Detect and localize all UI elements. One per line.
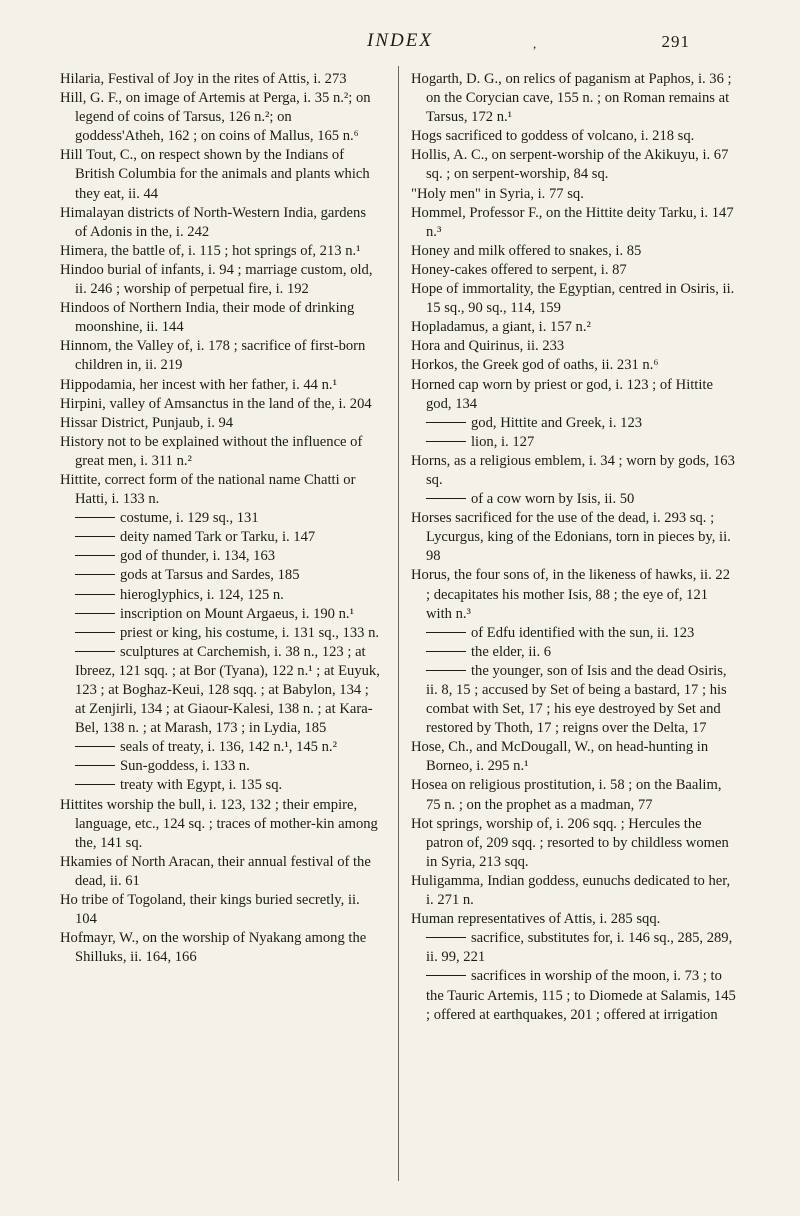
index-entry (411, 356, 737, 375)
index-subentry (411, 967, 737, 1024)
index-entry (60, 796, 380, 853)
entry-text: Honey and milk offered to snakes, i. 85 (411, 242, 642, 259)
entry-text: Horses sacrificed for the use of the dead, i. 293 sq. ; Lycurgus, king of the Edonians, torn in pieces by, ii. 98 (411, 510, 731, 565)
repeat-dash (426, 937, 466, 938)
repeat-dash (75, 765, 115, 766)
index-subentry (411, 624, 737, 643)
index-subentry (411, 662, 737, 738)
entry-text: Hommel, Professor F., on the Hittite deity Tarku, i. 147 n.³ (411, 204, 734, 240)
index-subentry (60, 624, 380, 643)
entry-text: deity named Tark or Tarku, i. 147 (120, 529, 316, 546)
index-subentry (60, 643, 380, 738)
index-entry (60, 337, 380, 375)
repeat-dash (426, 422, 466, 423)
repeat-dash (426, 441, 466, 442)
entry-text: Hinnom, the Valley of, i. 178 ; sacrifice of first-born children in, ii. 219 (60, 338, 366, 374)
index-entry (411, 872, 737, 910)
index-entry (60, 853, 380, 891)
index-entry (60, 414, 380, 433)
entry-text: Hose, Ch., and McDougall, W., on head-hunting in Borneo, i. 295 n.¹ (411, 739, 709, 775)
entry-text: costume, i. 129 sq., 131 (120, 510, 259, 527)
entry-text: Hissar District, Punjaub, i. 94 (60, 414, 234, 431)
entry-text: Hkamies of North Aracan, their annual festival of the dead, ii. 61 (60, 853, 371, 889)
index-entry (411, 815, 737, 872)
repeat-dash (75, 574, 115, 575)
repeat-dash (75, 594, 115, 595)
index-entry (411, 185, 737, 204)
index-entry (60, 242, 380, 261)
entry-text: inscription on Mount Argaeus, i. 190 n.¹ (120, 605, 354, 622)
entry-text: Human representatives of Attis, i. 285 sqq. (411, 911, 661, 928)
repeat-dash (426, 975, 466, 976)
index-entry (411, 146, 737, 184)
entry-text: gods at Tarsus and Sardes, 185 (120, 567, 300, 584)
index-entry (60, 376, 380, 395)
entry-text: priest or king, his costume, i. 131 sq., 133 n. (120, 624, 380, 641)
index-entry (60, 433, 380, 471)
entry-text: Hill, G. F., on image of Artemis at Perga, i. 35 n.²; on legend of coins of Tarsus, 126 n.²; on goddess'Atheh, 162 ; on coins of Mallus, 165 n.⁶ (60, 90, 371, 145)
entry-text: Horus, the four sons of, in the likeness of hawks, ii. 22 ; decapitates his mother Isis, 88 ; the eye of, 121 with n.³ (411, 567, 730, 622)
entry-text: god, Hittite and Greek, i. 123 (471, 414, 643, 431)
entry-text: Hopladamus, a giant, i. 157 n.² (411, 319, 591, 336)
index-entry (411, 376, 737, 414)
index-subentry (411, 490, 737, 509)
entry-text: History not to be explained without the influence of great men, i. 311 n.² (60, 433, 363, 469)
entry-text: Horkos, the Greek god of oaths, ii. 231 n.⁶ (411, 357, 659, 374)
repeat-dash (75, 632, 115, 633)
entry-text: "Holy men" in Syria, i. 77 sq. (411, 185, 584, 202)
index-subentry (60, 566, 380, 585)
index-entry (411, 738, 737, 776)
repeat-dash (75, 613, 115, 614)
entry-text: Himalayan districts of North-Western India, gardens of Adonis in the, i. 242 (60, 204, 367, 240)
index-entry (60, 891, 380, 929)
index-subentry (60, 605, 380, 624)
index-entry (60, 204, 380, 242)
index-subentry (60, 776, 380, 795)
entry-text: Sun-goddess, i. 133 n. (120, 758, 250, 775)
repeat-dash (75, 784, 115, 785)
index-subentry (60, 757, 380, 776)
entry-text: of Edfu identified with the sun, ii. 123 (471, 624, 695, 641)
index-subentry (411, 433, 737, 452)
entry-text: Hora and Quirinus, ii. 233 (411, 338, 565, 355)
entry-text: Horned cap worn by priest or god, i. 123 ; of Hittite god, 134 (411, 376, 713, 412)
stray-mark: , (533, 36, 538, 51)
entry-text: Hogs sacrificed to goddess of volcano, i. 218 sq. (411, 128, 695, 145)
entry-text: Hope of immortality, the Egyptian, centred in Osiris, ii. 15 sq., 90 sq., 114, 159 (411, 281, 735, 317)
index-entry (60, 929, 380, 967)
index-entry (411, 452, 737, 490)
entry-text: sacrifice, substitutes for, i. 146 sq., 285, 289, ii. 99, 221 (426, 930, 733, 966)
entry-text: Hittite, correct form of the national name Chatti or Hatti, i. 133 n. (60, 471, 356, 508)
index-entry (60, 146, 380, 203)
entry-text: sculptures at Carchemish, i. 38 n., 123 ; at Ibreez, 121 sqq. ; at Bor (Tyana), 122 n.¹ ; at Euyuk, 123 ; at Boghaz-Keui, 128 sqq. ; at Babylon, 134 ; at Zenjirli, 134 ; at Giaour-Kalesi, 138 n. ; at Kara-Bel, 138 n. ; at Marash, 173 ; in Lydia, 185 (75, 643, 380, 737)
entry-text: Hippodamia, her incest with her father, i. 44 n.¹ (60, 376, 337, 393)
entry-text: of a cow worn by Isis, ii. 50 (471, 491, 635, 508)
index-subentry (411, 929, 737, 967)
entry-text: Hollis, A. C., on serpent-worship of the Akikuyu, i. 67 sq. ; on serpent-worship, 84 sq. (411, 147, 729, 183)
entry-text: Hindoos of Northern India, their mode of drinking moonshine, ii. 144 (60, 300, 355, 336)
entry-text: treaty with Egypt, i. 135 sq. (120, 777, 283, 794)
entry-text: Ho tribe of Togoland, their kings buried secretly, ii. 104 (60, 892, 360, 928)
repeat-dash (426, 632, 466, 633)
index-subentry (60, 586, 380, 605)
index-entry (60, 395, 380, 414)
index-entry (411, 261, 737, 280)
entry-text: Hill Tout, C., on respect shown by the Indians of British Columbia for the animals and plants which they eat, ii. 44 (60, 147, 370, 202)
entry-text: Hindoo burial of infants, i. 94 ; marriage custom, old, ii. 246 ; worship of perpetual fire, i. 192 (60, 261, 373, 298)
entry-text: Horns, as a religious emblem, i. 34 ; worn by gods, 163 sq. (411, 452, 735, 488)
page-number: 291 (661, 32, 690, 51)
repeat-dash (426, 498, 466, 499)
index-entry (60, 299, 380, 337)
entry-text: Himera, the battle of, i. 115 ; hot springs of, 213 n.¹ (60, 242, 361, 259)
entry-text: Hirpini, valley of Amsanctus in the land of the, i. 204 (60, 395, 372, 412)
entry-text: Hosea on religious prostitution, i. 58 ; on the Baalim, 75 n. ; on the prophet as a madman, 77 (411, 777, 722, 813)
repeat-dash (75, 746, 115, 747)
index-entry (411, 337, 737, 356)
repeat-dash (75, 651, 115, 652)
entry-text: lion, i. 127 (471, 433, 535, 450)
repeat-dash (426, 651, 466, 652)
index-subentry (411, 643, 737, 662)
entry-text: Hot springs, worship of, i. 206 sqq. ; Hercules the patron of, 209 sqq. ; resorted to by childless women in Syria, 213 sqq. (411, 815, 729, 870)
left-column (60, 70, 380, 967)
index-entry (60, 70, 380, 89)
index-subentry (411, 414, 737, 433)
entry-text: Hittites worship the bull, i. 123, 132 ; their empire, language, etc., 124 sq. ; traces of mother-kin among the, 141 sq. (60, 796, 378, 851)
entry-text: Hofmayr, W., on the worship of Nyakang among the Shilluks, ii. 164, 166 (60, 930, 367, 966)
right-column (411, 70, 737, 1025)
running-title: INDEX (367, 30, 433, 51)
index-entry (411, 70, 737, 127)
index-subentry (60, 509, 380, 528)
entry-text: hieroglyphics, i. 124, 125 n. (120, 586, 284, 603)
entry-text: Hogarth, D. G., on relics of paganism at Paphos, i. 36 ; on the Corycian cave, 155 n. ; on Roman remains at Tarsus, 172 n.¹ (411, 71, 732, 126)
entry-text: the elder, ii. 6 (471, 643, 552, 660)
index-subentry (60, 528, 380, 547)
entry-text: the younger, son of Isis and the dead Osiris, ii. 8, 15 ; accused by Set of being a bastard, 17 ; his combat with Set, 17 ; his eye destroyed by Set and restored by Thoth, 17 ; reigns over the Delta, 17 (426, 662, 727, 737)
index-entry (411, 509, 737, 566)
page-header (0, 22, 800, 56)
index-entry (60, 261, 380, 299)
index-entry (411, 280, 737, 318)
index-entry (411, 776, 737, 814)
index-entry (60, 471, 380, 509)
index-entry (411, 566, 737, 623)
index-entry (411, 318, 737, 337)
entry-text: Huligamma, Indian goddess, eunuchs dedicated to her, i. 271 n. (411, 872, 731, 909)
entry-text: Honey-cakes offered to serpent, i. 87 (411, 261, 627, 278)
entry-text: seals of treaty, i. 136, 142 n.¹, 145 n.² (120, 739, 337, 756)
repeat-dash (75, 517, 115, 518)
column-divider (398, 66, 399, 1181)
repeat-dash (75, 555, 115, 556)
index-entry (411, 910, 737, 929)
index-entry (60, 89, 380, 146)
repeat-dash (426, 670, 466, 671)
index-subentry (60, 547, 380, 566)
entry-text: sacrifices in worship of the moon, i. 73 ; to the Tauric Artemis, 115 ; to Diomede at Salamis, 145 ; offered at earthquakes, 201 ; offered at irrigation (426, 968, 736, 1023)
index-subentry (60, 738, 380, 757)
entry-text: god of thunder, i. 134, 163 (120, 548, 276, 565)
entry-text: Hilaria, Festival of Joy in the rites of Attis, i. 273 (60, 71, 347, 87)
index-entry (411, 242, 737, 261)
index-entry (411, 204, 737, 242)
index-entry (411, 127, 737, 146)
repeat-dash (75, 536, 115, 537)
